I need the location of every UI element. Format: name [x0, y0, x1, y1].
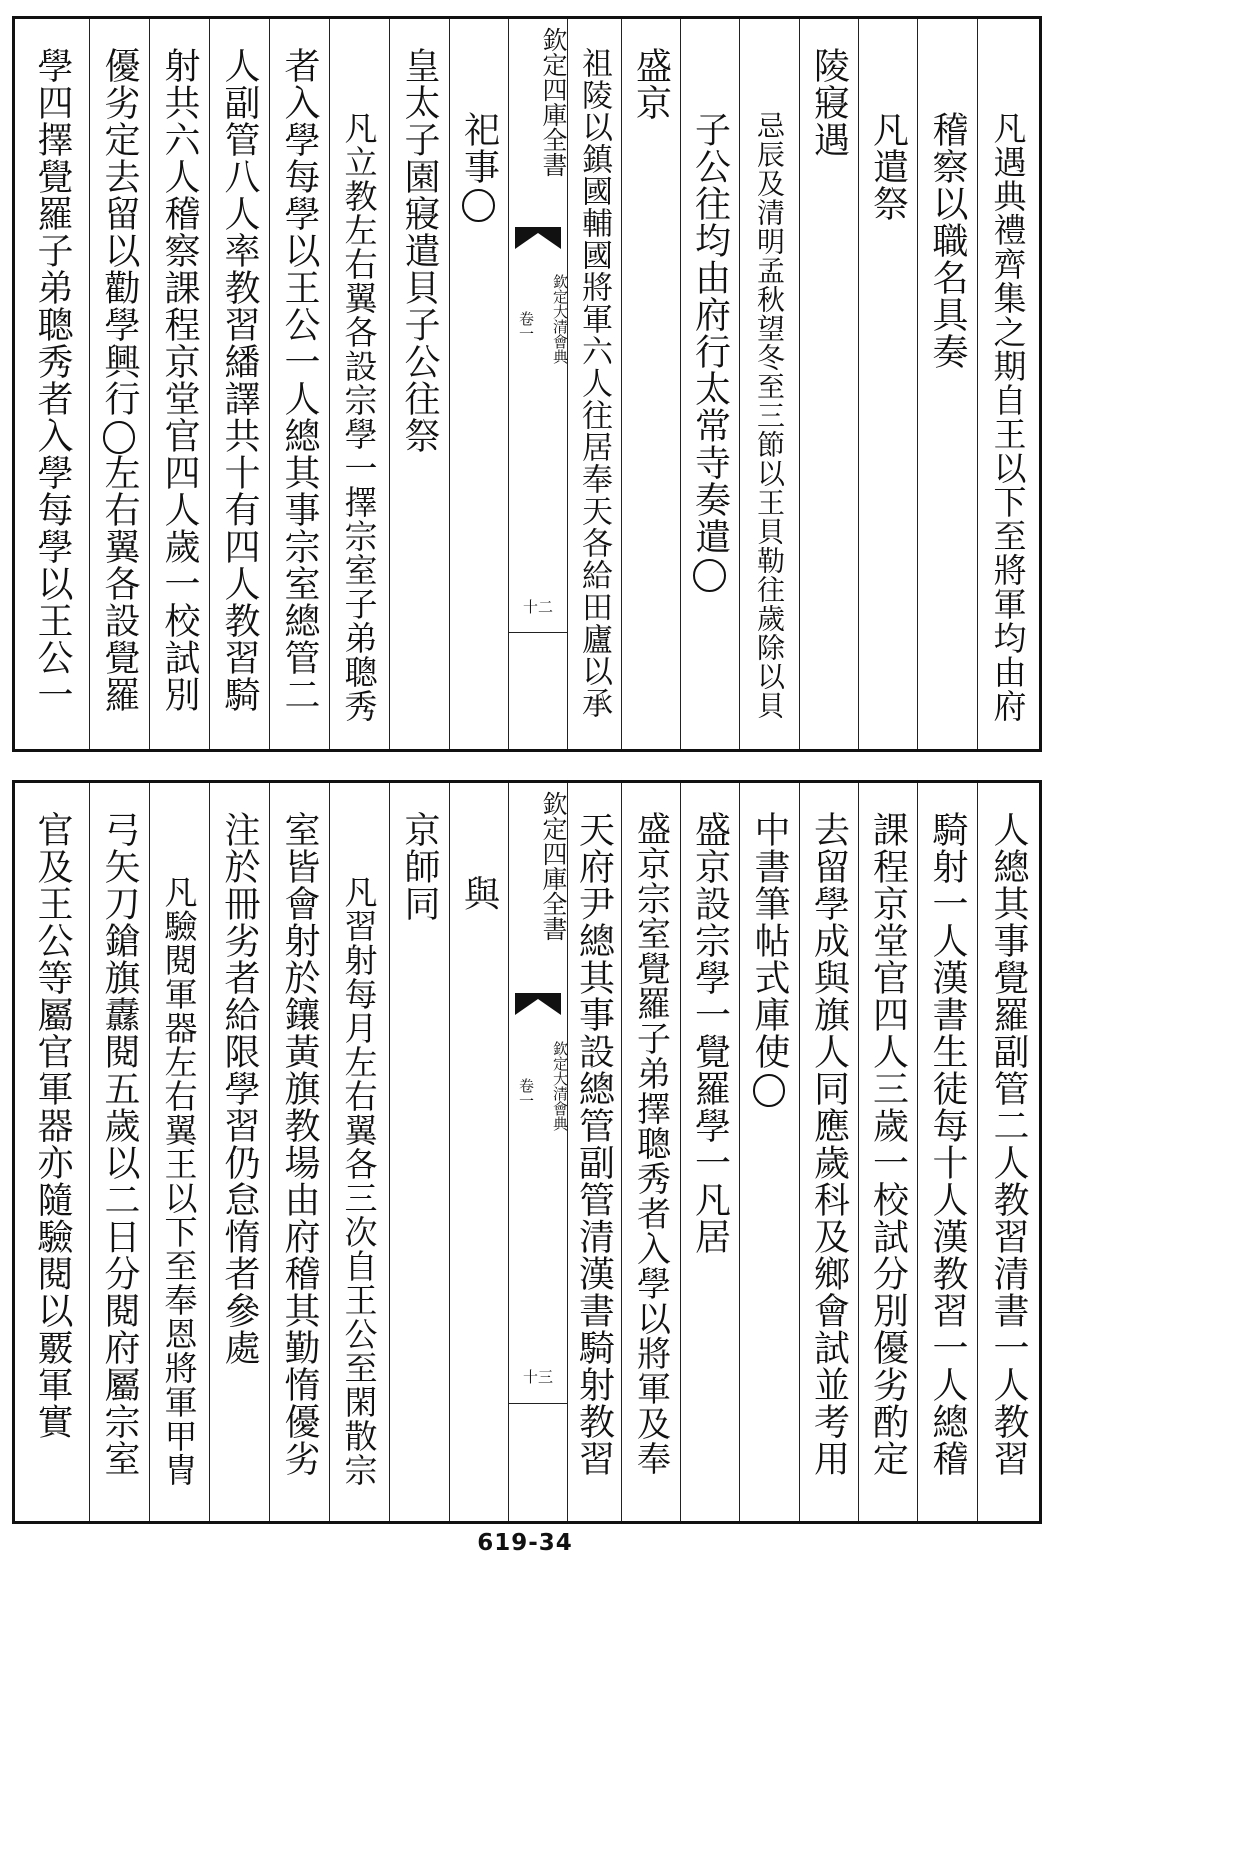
- text-column: [799, 19, 858, 749]
- juan-label: 卷一: [517, 311, 535, 341]
- column-text: 注於冊劣者給限學習仍怠惰者參處: [219, 811, 260, 1366]
- circle-mark-icon: [103, 421, 136, 454]
- text-column: [15, 783, 89, 1521]
- column-text: 京師同: [399, 811, 440, 922]
- column-text: 忌辰及清明孟秋望冬至三節以王貝勒往歲除以貝: [753, 111, 786, 720]
- text-column: [89, 19, 149, 749]
- column-text: 者入學每學以王公一人總其事宗室總管二: [279, 47, 320, 713]
- text-column: [621, 783, 680, 1521]
- center-gutter: [508, 783, 568, 1521]
- page-folio-13: [12, 780, 1042, 1524]
- column-text: 祀事: [458, 111, 500, 185]
- column-text: 室皆會射於鑲黃旗教場由府稽其勤惰優劣: [279, 811, 320, 1477]
- column-text: 凡遣祭: [867, 111, 909, 222]
- text-column: [149, 783, 209, 1521]
- column-text: 盛京設宗學一覺羅學一凡居: [689, 811, 731, 1255]
- column-text: 人副管八人率教習繙譯共十有四人教習騎: [219, 47, 260, 713]
- column-text: 祖陵以鎮國輔國將軍六人往居奉天各給田廬以承: [576, 47, 612, 719]
- column-text: 人總其事覺羅副管二人教習清書一人教習: [988, 811, 1029, 1477]
- text-column: [389, 19, 449, 749]
- column-text: 陵寢遇: [808, 47, 850, 158]
- text-column: [389, 783, 449, 1521]
- column-text: 與: [458, 875, 500, 912]
- text-column: [799, 783, 858, 1521]
- text-column: [977, 19, 1039, 749]
- text-column: [449, 19, 508, 749]
- book-title: 欽定大清會典: [551, 274, 569, 364]
- text-column: [269, 19, 329, 749]
- column-text: 弓矢刀鎗旗纛閱五歲以二日分閱府屬宗室: [99, 811, 140, 1477]
- text-column: [269, 783, 329, 1521]
- text-column: [858, 783, 917, 1521]
- column-text: 騎射一人漢書生徒每十人漢教習一人總稽: [927, 811, 968, 1477]
- text-column: [917, 783, 977, 1521]
- juan-label: 卷一: [517, 1078, 535, 1108]
- text-column: [329, 19, 389, 749]
- column-text: 盛京宗室覺羅子弟擇聰秀者入學以將軍及奉: [630, 811, 671, 1476]
- book-title: 欽定大清會典: [551, 1041, 569, 1131]
- column-text: 皇太子園寢遣貝子公往祭: [399, 47, 440, 454]
- text-column: [329, 783, 389, 1521]
- column-text: 凡遇典禮齊集之期自王以下至將軍均由府: [988, 111, 1028, 723]
- text-column: [977, 783, 1039, 1521]
- column-text: 官及王公等屬官軍器亦隨驗閱以覈軍實: [32, 811, 73, 1440]
- folio-number: 十二: [522, 598, 553, 616]
- column-text: 凡習射每月左右翼各三次自王公至閑散宗: [339, 875, 379, 1487]
- column-text: 課程京堂官四人三歲一校試分別優劣酌定: [867, 811, 909, 1477]
- collection-title: 欽定四庫全書: [539, 791, 568, 941]
- fishtail-mark-icon: [515, 993, 561, 1015]
- text-column: [209, 19, 269, 749]
- text-column: [739, 783, 799, 1521]
- fishtail-mark-icon: [515, 227, 561, 249]
- text-column: [739, 19, 799, 749]
- column-text: 射共六人稽察課程京堂官四人歲一校試別: [159, 47, 200, 713]
- text-column: [621, 19, 680, 749]
- column-text: 優劣定去留以勸學興行: [99, 47, 140, 417]
- column-text: 盛京: [630, 47, 672, 121]
- text-column: [449, 783, 508, 1521]
- text-column: [566, 783, 621, 1521]
- column-text: 凡立教左右翼各設宗學一擇宗室子弟聰秀: [339, 111, 379, 723]
- column-text-continued: 左右翼各設覺羅: [99, 453, 140, 713]
- folio-number: 十三: [522, 1368, 553, 1386]
- text-column: [858, 19, 917, 749]
- center-gutter: [508, 19, 568, 749]
- collection-title: 欽定四庫全書: [539, 27, 568, 177]
- page-number-footer: 619-34: [477, 1530, 573, 1556]
- circle-mark-icon: [753, 1074, 786, 1107]
- column-text: 中書筆帖式庫使: [749, 811, 790, 1070]
- text-column: [680, 783, 739, 1521]
- circle-mark-icon: [693, 559, 726, 592]
- text-column: [566, 19, 621, 749]
- text-column: [149, 19, 209, 749]
- circle-mark-icon: [462, 189, 495, 222]
- column-text: 子公往均由府行太常寺奏遣: [689, 111, 731, 555]
- column-text: 天府尹總其事設總管副管清漢書騎射教習: [573, 811, 615, 1477]
- column-text: 稽察以職名具奏: [927, 111, 968, 370]
- page-folio-12: [12, 16, 1042, 752]
- text-column: [15, 19, 89, 749]
- column-text: 去留學成與旗人同應歲科及鄉會試並考用: [808, 811, 850, 1477]
- column-text: 凡驗閱軍器左右翼王以下至奉恩將軍甲冑: [159, 875, 199, 1487]
- text-column: [89, 783, 149, 1521]
- text-column: [917, 19, 977, 749]
- text-column: [209, 783, 269, 1521]
- column-text: 學四擇覺羅子弟聰秀者入學每學以王公一: [32, 47, 73, 713]
- text-column: [680, 19, 739, 749]
